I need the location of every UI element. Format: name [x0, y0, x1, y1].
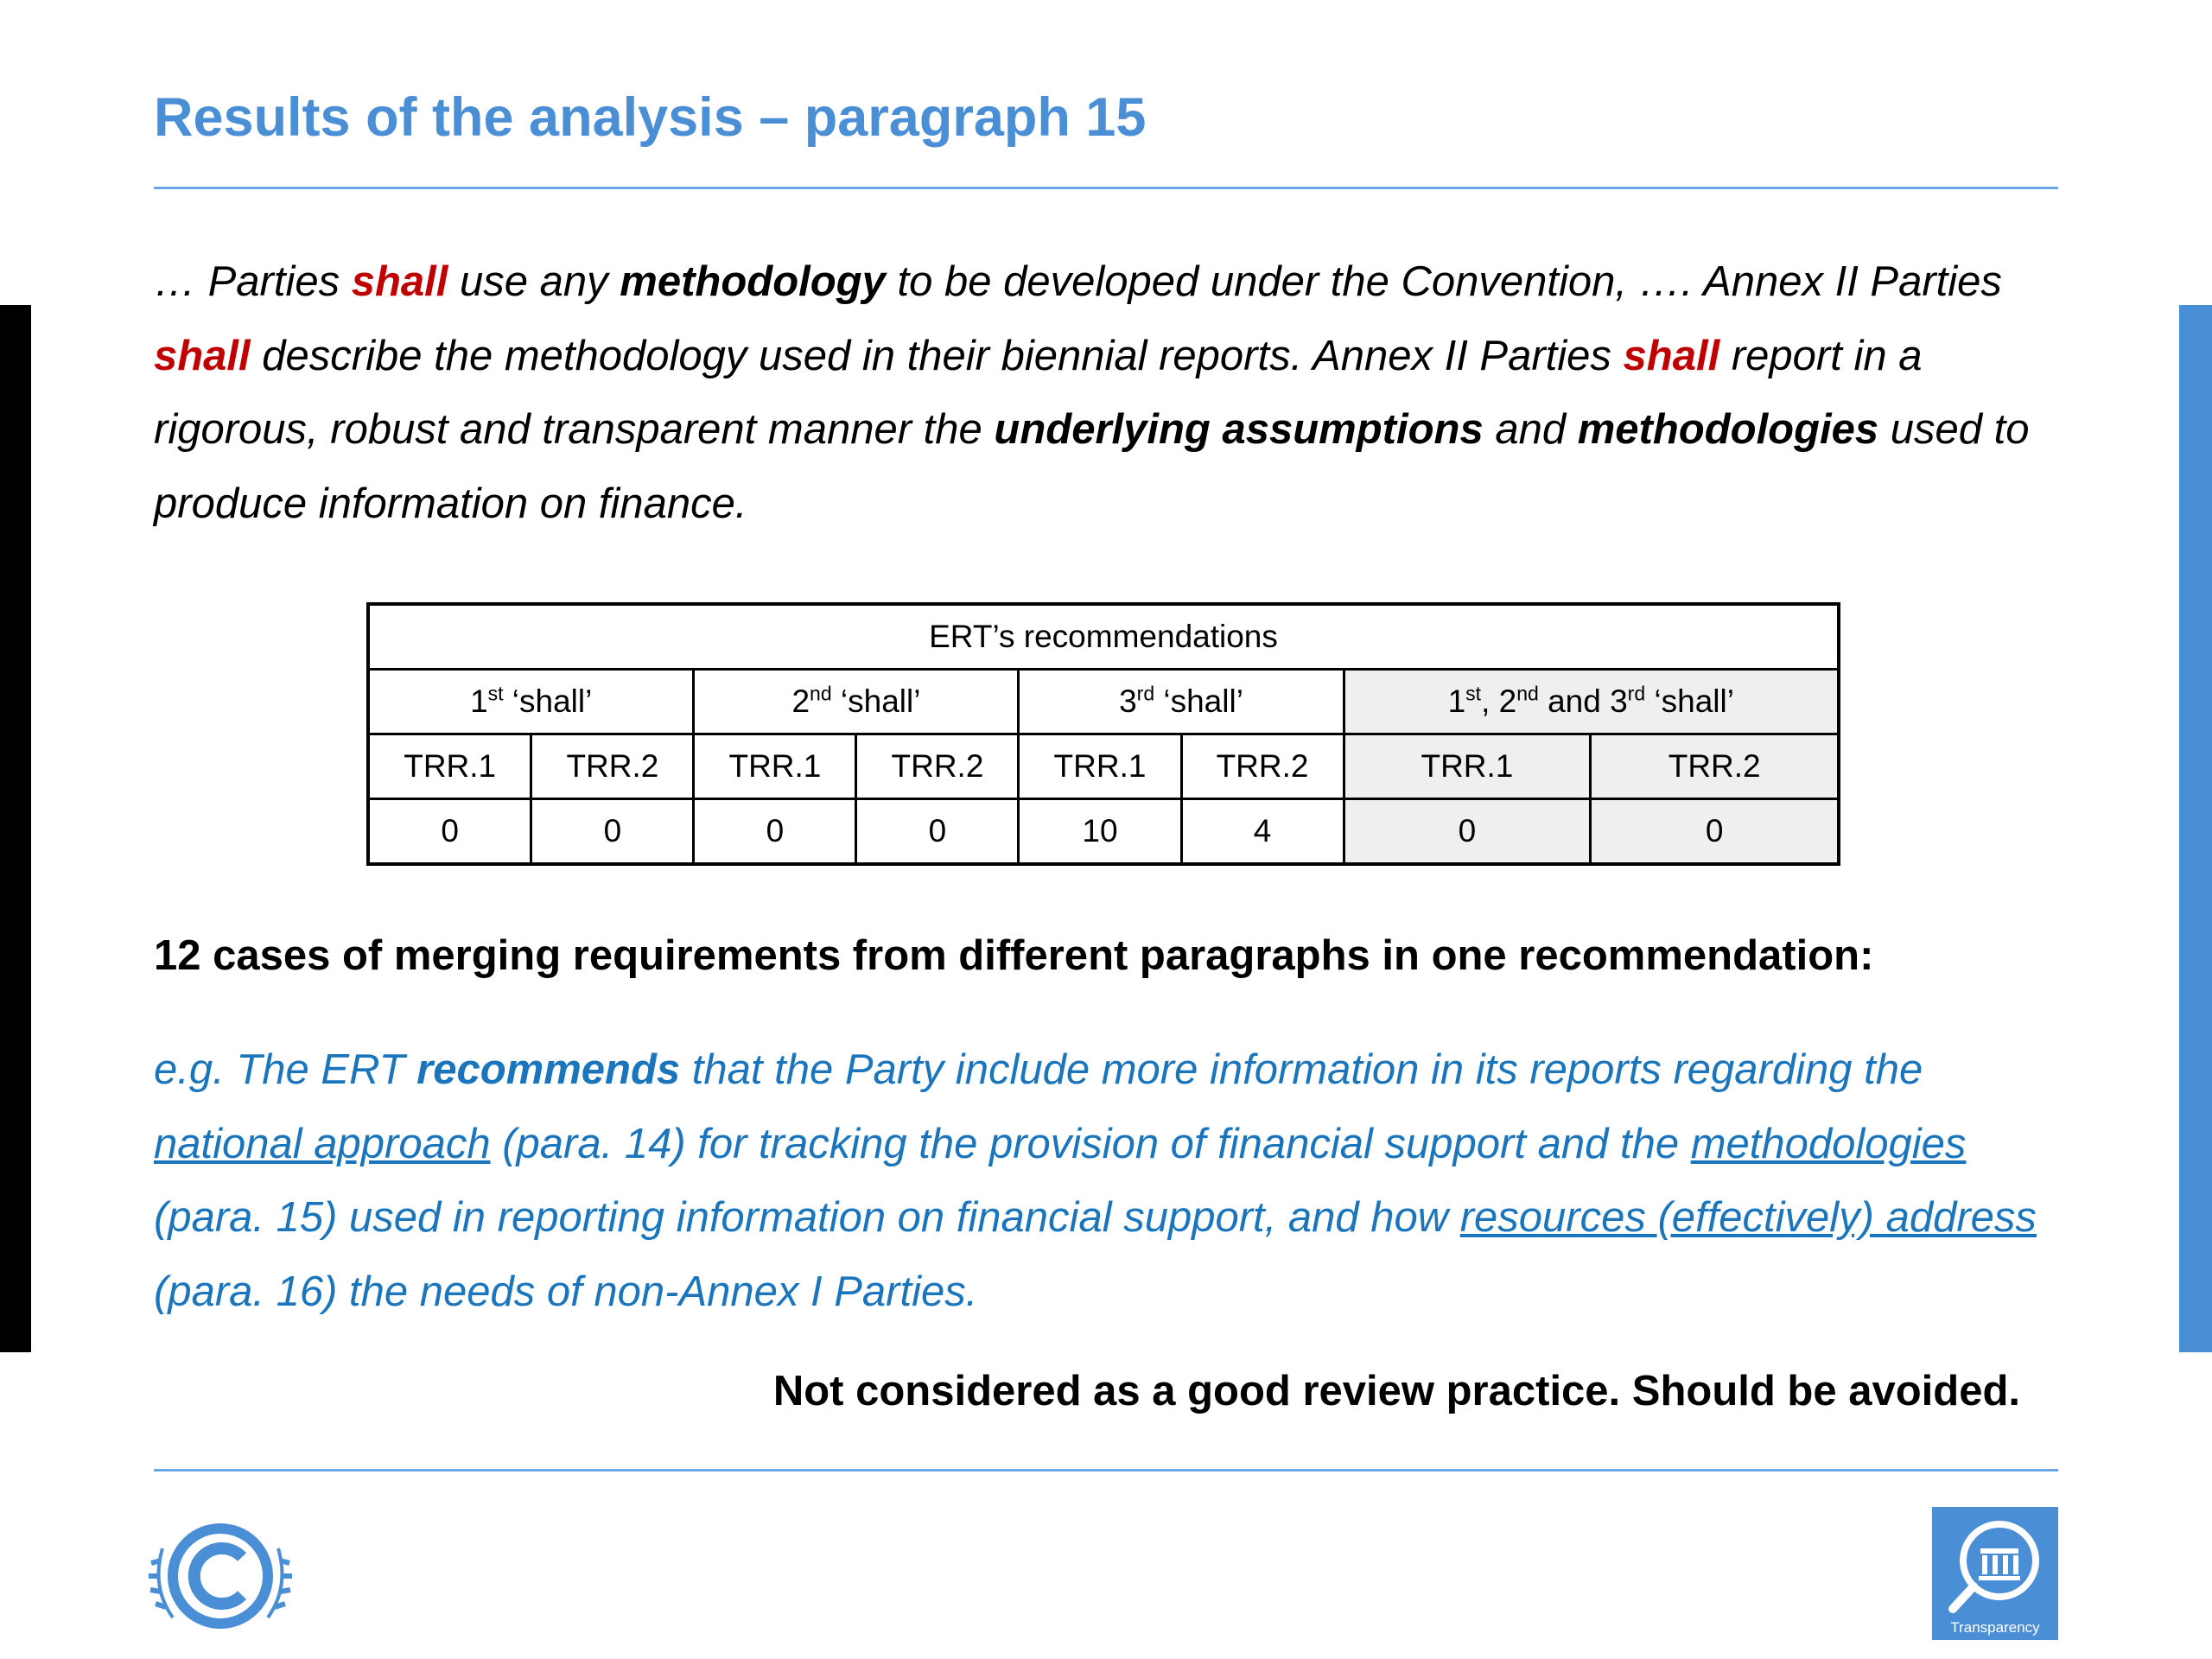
- subheader-cell: TRR.2: [531, 734, 694, 799]
- paragraph-15-quote: … Parties shall use any methodology to be developed under the Convention, …. Annex II Parties shall describe the methodology used in their biennial reports. Annex II Parties shall report in a rigorous, robust and transparent manner the underlying assumptions and methodologies used to produce information on finance.: [154, 258, 2030, 527]
- right-accent-bar: [2179, 305, 2212, 1352]
- value-cell: 0: [1344, 799, 1591, 865]
- shall-keyword: shall: [1623, 332, 1720, 379]
- value-cell: 0: [694, 799, 856, 865]
- group-header-all-shall: 1st, 2nd and 3rd ‘shall’: [1344, 670, 1839, 734]
- unfccc-logo-icon: [147, 1505, 294, 1643]
- value-cell: 0: [1591, 799, 1839, 865]
- underlying-assumptions-keyword: underlying assumptions: [994, 406, 1484, 453]
- shall-keyword: shall: [351, 258, 448, 305]
- subheader-cell: TRR.2: [856, 734, 1019, 799]
- national-approach-term: national approach: [154, 1120, 491, 1167]
- magnifier-building-icon: [1932, 1507, 2058, 1615]
- recommends-keyword: recommends: [416, 1046, 681, 1093]
- subheader-cell: TRR.1: [1019, 734, 1181, 799]
- value-cell: 0: [531, 799, 694, 865]
- methodologies-term: methodologies: [1690, 1120, 1967, 1167]
- ert-recommendations-table: [366, 602, 1840, 866]
- left-accent-bar: [0, 305, 31, 1352]
- subheader-cell: TRR.2: [1181, 734, 1344, 799]
- subheader-cell: TRR.1: [694, 734, 856, 799]
- methodologies-keyword: methodologies: [1577, 406, 1879, 453]
- subheader-cell: TRR.2: [1591, 734, 1839, 799]
- slide-title: Results of the analysis – paragraph 15: [154, 87, 1147, 148]
- top-divider: [154, 187, 2058, 189]
- bottom-divider: [154, 1469, 2058, 1471]
- example-recommendation: e.g. The ERT recommends that the Party include more information in its reports regarding the national approach (para. 14) for tracking the provision of financial support and the methodologies (para. 15) used in reporting information on financial support, and how resources (effectively) address (para. 16) the needs of non-Annex I Parties.: [154, 1046, 2037, 1315]
- group-header-first-shall: 1st ‘shall’: [368, 670, 694, 734]
- value-cell: 0: [368, 799, 531, 865]
- conclusion-text: Not considered as a good review practice. Should be avoided.: [772, 1368, 2020, 1414]
- subheader-cell: TRR.1: [368, 734, 531, 799]
- value-cell: 10: [1019, 799, 1181, 865]
- table-subheader-row: [368, 734, 1839, 799]
- subheader-cell: TRR.1: [1344, 734, 1591, 799]
- group-header-second-shall: 2nd ‘shall’: [694, 670, 1019, 734]
- table-caption: ERT’s recommendations: [368, 604, 1839, 670]
- value-cell: 0: [856, 799, 1019, 865]
- table-group-row: [368, 670, 1839, 734]
- table-values-row: [368, 799, 1839, 865]
- cases-heading: 12 cases of merging requirements from different paragraphs in one recommendation:: [154, 932, 1874, 979]
- transparency-label: Transparency: [1950, 1619, 2040, 1636]
- table-caption-row: [368, 604, 1839, 670]
- resources-address-term: resources (effectively) address: [1459, 1194, 2037, 1241]
- methodology-keyword: methodology: [620, 258, 886, 305]
- group-header-third-shall: 3rd ‘shall’: [1019, 670, 1344, 734]
- value-cell: 4: [1181, 799, 1344, 865]
- shall-keyword: shall: [154, 332, 251, 379]
- transparency-logo: [1932, 1507, 2058, 1640]
